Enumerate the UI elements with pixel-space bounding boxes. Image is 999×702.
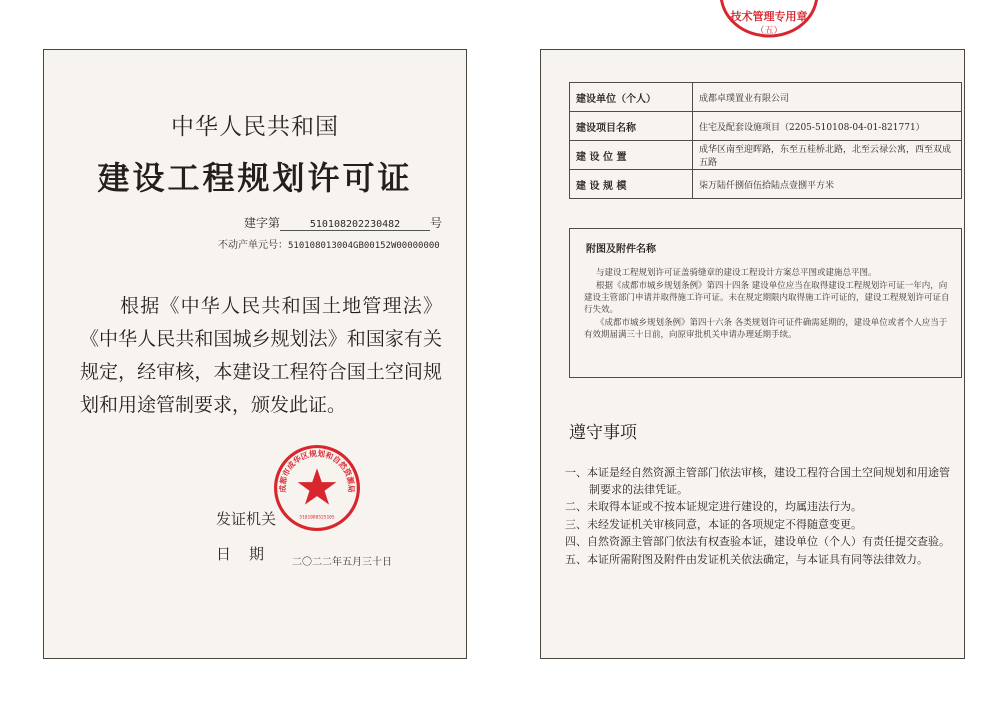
stamp-subtext: （五） [755,26,783,36]
date-label: 日期 [216,545,283,563]
property-unit-label: 不动产单元号： [218,240,288,251]
property-unit-row [218,236,440,251]
certificate-back-page [540,49,965,659]
table-row [570,170,962,199]
rules-title: 遵守事项 [569,423,637,443]
table-row [570,83,962,112]
project-info-table [569,82,962,199]
issue-date: 二〇二二年五月三十日 [292,557,392,568]
rule-item: 三、未经发证机关审核同意，本证的各项规定不得随意变更。 [565,517,862,531]
certificate-number-row [244,214,442,231]
table-label: 建设单位（个人） [570,83,693,112]
table-value: 柒万陆仟捌佰伍拾陆点壹捌平方米 [693,170,962,199]
seal-text: 成都市成华区规划和自然资源局 [278,449,356,493]
country-heading: 中华人民共和国 [171,114,339,140]
table-row [570,112,962,141]
attachment-paragraph: 与建设工程规划许可证盖骑缝章的建设工程设计方案总平图或建施总平图。 [596,268,877,278]
official-seal-icon [272,443,362,533]
table-value: 住宅及配套设施项目（2205-510108-04-01-821771） [693,112,962,141]
attachment-paragraph: 《成都市城乡规划条例》第四十六条 各类规划许可证件确需延期的，建设单位或者个人应当于有效期届满三十日前，向原审批机关申请办理延期手续。 [584,318,948,340]
property-unit-number: 510108013004GB00152W00000000 [288,241,440,251]
rule-item: 一、本证是经自然资源主管部门依法审核，建设工程符合国土空间规划和用途管制要求的法律凭证。 [565,466,950,496]
certificate-number: 510108202230482 [280,219,430,231]
certificate-title: 建设工程规划许可证 [97,159,413,197]
rule-item: 五、本证所需附图及附件由发证机关依法确定，与本证具有同等法律效力。 [565,552,928,566]
number-prefix: 建字第 [244,216,281,230]
attachments-text [584,267,954,342]
issuing-authority-label: 发证机关 [216,510,277,528]
stamp-text: 技术管理专用章 [730,10,808,23]
attachment-paragraph: 根据《成都市城乡规划条例》第四十四条 建设单位应当在取得建设工程规划许可证一年内，向建设主管部门申请并取得施工许可证。未在规定期限内取得施工许可证的，建设工程规划许可证自行失效。 [584,281,950,315]
table-row [570,141,962,170]
certificate-body-text: 根据《中华人民共和国土地管理法》《中华人民共和国城乡规划法》和国家有关规定，经审核，本建设工程符合国土空间规划和用途管制要求，颁发此证。 [80,295,442,416]
technical-management-stamp-icon [714,0,824,52]
rule-item: 二、未取得本证或不按本证规定进行建设的，均属违法行为。 [565,500,862,513]
attachments-box [569,228,962,378]
table-label: 建设项目名称 [570,112,693,141]
seal-number: 5101080525105 [299,515,335,521]
table-value: 成都卓璞置业有限公司 [693,83,962,112]
number-suffix: 号 [430,216,443,230]
rules-list [565,465,950,569]
table-value: 成华区南至迎晖路，东至五桂桥北路，北至云禄公寓，西至双成五路 [693,141,962,170]
certificate-front-page [43,49,467,659]
table-label: 建 设 规 模 [570,170,693,199]
table-label: 建 设 位 置 [570,141,693,170]
attachments-title: 附图及附件名称 [586,244,656,255]
rule-item: 四、自然资源主管部门依法有权查验本证，建设单位（个人）有责任提交查验。 [565,535,950,548]
